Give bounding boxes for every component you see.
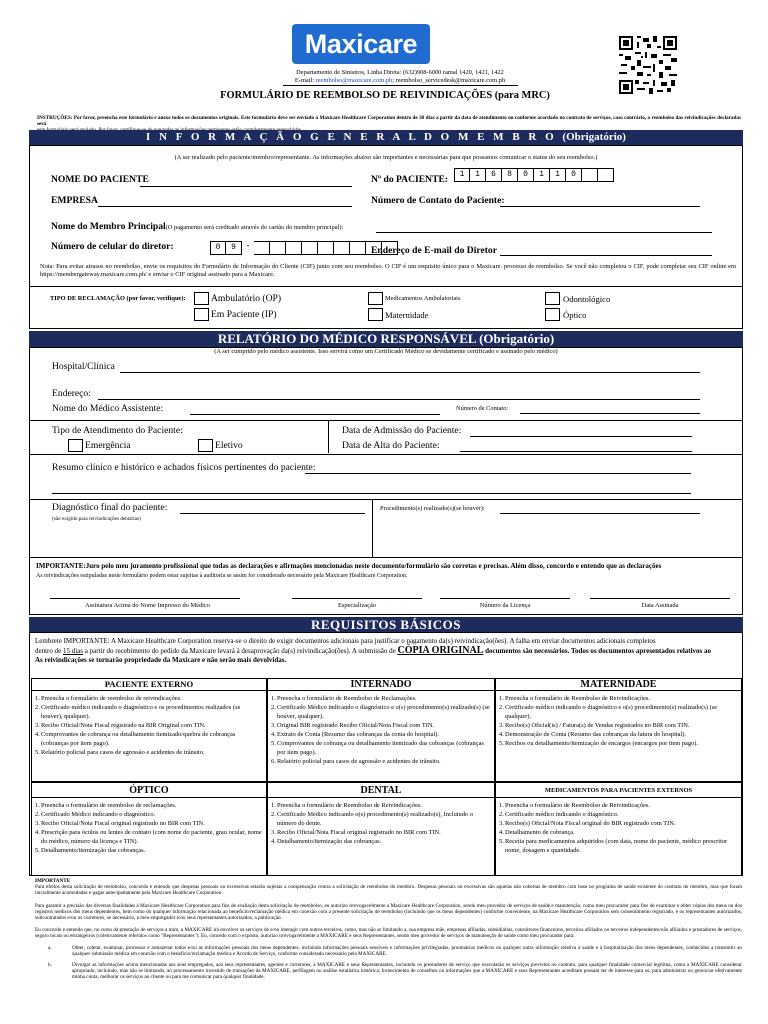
instructions: INSTRUÇÕES: Por favor, preencha este formulário e anexe todos os documentos originais. Este formulário deve ser enviado à Maxicare Healthcare Corporation dentro de 30 dias a partir da data de atendimento ou conforme acordado no contrato de serviços, caso contrário, o reembolso das reivindicações declaradas será — [37, 115, 741, 128]
hospital-label: Hospital/Clínica — [52, 361, 115, 372]
footer-p3: Eu concordo e entendo que, no curso da prestação de serviços a mim, a MAXICARE irá envolver os serviços de e/ou interagir com outros terceiros, como, mas não se limitando a, sua empresa mãe, empresas afiliadas, subsidiárias, consultores financeiros, terceiros afiliados ou terceiros independentes/não afiliados e prestadores de serviços, seguro locais ou estrangeiros (coletivamente referidos como "Representantes"). Eu, concedo com o exposto, autorizo irrevogavelmente a MAXICARE e seus Representantes, sendo meu provedor de serviços de manutenção de saúde como meu procurador para: — [35, 927, 742, 940]
doctor-contact-field[interactable] — [520, 413, 700, 414]
section2-divider-4 — [30, 557, 742, 558]
section2-vdivider — [328, 420, 329, 453]
contact-no-field[interactable] — [500, 206, 700, 207]
admission-label: Data de Admissão do Paciente: — [342, 425, 462, 436]
requirement-item: 3. Original BIR registrado Recibo Oficial/Nota Fiscal com TIN. — [271, 721, 491, 730]
doctor-label: Nome do Médico Assistente: — [52, 403, 164, 414]
section-member-info — [29, 145, 743, 329]
req-list-optical — [32, 798, 266, 855]
clinical-summary-field-2[interactable] — [52, 493, 691, 494]
patient-no-digit[interactable]: 0 — [566, 168, 582, 182]
patient-no-digit[interactable]: 1 — [470, 168, 486, 182]
req-list-inpatient — [268, 691, 494, 766]
company-field[interactable] — [98, 206, 352, 207]
principal-field[interactable] — [376, 232, 712, 233]
requirement-item: 3. Recibo(s) Oficial/Nota Fiscal original do BIR registrado com TIN. — [499, 819, 738, 828]
clinical-summary-label: Resumo clínico e histórico e achados físicos pertinentes do paciente: — [52, 462, 316, 473]
sig-line-date[interactable] — [590, 598, 730, 599]
checkbox-outpatient-meds[interactable] — [368, 292, 383, 305]
maxicare-logo: Maxicare — [292, 24, 430, 64]
procedures-label: Procedimento(s) realizado(s)(se houver): — [380, 505, 485, 512]
discharge-label: Data de Alta do Paciente: — [342, 440, 440, 451]
sig-line-spec[interactable] — [292, 598, 422, 599]
emergency-label: Emergência — [85, 440, 131, 451]
sig-label-spec: Especialização — [338, 602, 376, 609]
patient-no-digit[interactable] — [582, 168, 598, 182]
email-link[interactable]: reembolso@maxicare.com.ph — [315, 76, 393, 84]
patient-name-field[interactable] — [140, 186, 352, 187]
sig-label-date: Data Assinada — [641, 602, 679, 609]
footer-item-b: b. Divulgar as informações acima mencionadas aos seus empregados, aos seus representantes, agentes e corretores, à MAXICARE e seus Representantes, incluindo os prestadores de serviço que executarão os serviços previstos no contrato, para qualquer finalidade comercial legítima, como a MAXICARE considerar apropriado, incluindo, mas não se limitando, ao processamento investido de transações da MAXICARE, perfilagem ou análise estatística histórica, fornecimento de conselhos ou informações que a MAXICARE e seus Representantes acreditam possam ser de interesse para os, para administrar ou gerenciar efetivamente minha conta, melhorar os serviços ao cliente ou para me comunicar para qualquer finalidade. — [48, 962, 742, 981]
section-physician-report — [29, 347, 743, 615]
email-label: Endereço de E-mail do Diretor — [371, 245, 497, 256]
requirement-item: 1. Preencha o formulário de reembolso de reivindicações. — [35, 694, 263, 703]
diagnosis-note: (são exigido para reivindicações dentárias) — [52, 516, 141, 522]
sig-line-doctor[interactable] — [50, 598, 240, 599]
req-table-optical: ÓPTICO 1. Preencha o formulário de reembolso de reclamações. 2. Certificado Médico indicando o diagnóstico. 3. Recibo Oficial/Nota Fiscal original registrado no BIR com TIN. 4. Prescrição para óculos ou lentes de contato (com nome do paciente, grau ocular, nome do médico, número da licença e TIN). 5. Detalhamento/itemização das cobranças. — [31, 782, 267, 876]
checkbox-inpatient[interactable] — [194, 308, 209, 321]
contact-no-label: Número de Contato do Paciente: — [371, 195, 505, 206]
section-requirements-header: REQUISITOS BÁSICOS — [29, 617, 743, 632]
patient-no-label: Nº do PACIENTE: — [371, 174, 449, 185]
checkbox-outpatient[interactable] — [194, 292, 209, 305]
requirement-item: 2. Certificado médico indicando o diagnóstico e os procedimentos realizados (se houver), qualquer). — [35, 703, 263, 721]
patient-name-label: NOME DO PACIENTE — [51, 174, 149, 185]
mobile-boxes[interactable] — [210, 241, 398, 255]
requirement-item: 2. Certificado Médico indicando o diagnóstico. — [35, 810, 263, 819]
req-table-inpatient: INTERNADO 1. Preencha o formulário de Reembolso de Reclamações. 2. Certificado Médico indicando o diagnóstico e o(s) procedimento(s) realizado(s) (se houver, qualquer). 3. Original BIR registrado Recibo Oficial/Nota Fiscal com TIN. 4. Extrato de Conta (Resumo das cobranças da conta do hospital). 5. Comprovantes de cobrança ou detalhamento itemizado das cobranças (cobranças por item pago). 6. Relatório policial para casos de agressão e acidentes de trânsito. — [267, 678, 495, 782]
address-field[interactable] — [98, 399, 700, 400]
claim-type-inpatient: Em Paciente (IP) — [211, 309, 277, 320]
requirement-item: 1. Preencha o formulário de Reembolso de Reclamações. — [271, 694, 491, 703]
mobile-digit[interactable]: 0 — [210, 241, 226, 255]
section-physician-header: RELATÓRIO DO MÉDICO RESPONSÁVEL (Obrigatório) — [29, 331, 743, 347]
section-member-info-header: I N F O R M A Ç Ã O G E N E R A L D O M E M B R O (Obrigatório) — [29, 130, 743, 145]
email-line: E-mail: reembolso@maxicare.com.ph; reembolso_servicedesk@maxicare.com.ph — [294, 76, 506, 84]
requirement-item: 3. Recibo(s) Oficial(is) / Fatura(s) de Vendas registrados no BIR com TIN. — [499, 721, 738, 730]
clinical-summary-field-1[interactable] — [305, 473, 691, 474]
patient-no-digit[interactable] — [598, 168, 614, 182]
patient-no-boxes[interactable] — [454, 168, 614, 182]
req-table-outpatient: PACIENTE EXTERNO 1. Preencha o formulário de reembolso de reivindicações. 2. Certificado médico indicando o diagnóstico e os procedimentos realizados (se houver), qualquer). 3. Recibo Oficial/Nota Fiscal registrado na BIR Original com TIN. 4. Comprovantes de cobrança ou detalhamento itemizado/quebra de cobranças (cobranças por item pago). 5. Relatório policial para casos de agressão e acidentes de trânsito. — [31, 678, 267, 782]
requirement-item: 2. Certificado médico indicando o diagnóstico e o(s) procedimento(s) realizado(s) (se qualquer). — [499, 703, 738, 721]
mobile-label: Número de celular do diretor: — [51, 241, 174, 252]
req-table-outpatient-meds: MEDICAMENTOS PARA PACIENTES EXTERNOS 1. Preencha o formulário de Reembolso de Reivindicações. 2. Certificado médico indicando o diagnóstico. 3. Recibo(s) Oficial/Nota Fiscal original do BIR registrado com TIN. 4. Detalhamento de cobrança. 5. Receita para medicamentos adquiridos (com data, nome do paciente, médico prescritor nome, dosagem e quantidade. — [495, 782, 742, 876]
mobile-digit[interactable] — [254, 241, 270, 255]
section-requirements — [29, 632, 743, 876]
diagnosis-label: Diagnóstico final do paciente: — [52, 502, 168, 513]
requirement-item: 2. Certificado Médico indicando o diagnóstico e o(s) procedimento(s) realizado(s) (se houver, qualquer). — [271, 703, 491, 721]
physician-declaration: IMPORTANTE:Juro pelo meu juramento profissional que todas as declarações e afirmações mencionadas neste documento/formulário são corretas e precisas. Além disso, concordo e entendo que as declarações — [36, 562, 662, 570]
section1-intro: (A ser realizado pelo paciente/membro/representante. As informações abaixo são importantes e necessárias para que possamos comunicar o status do seu reembolso.) — [174, 154, 598, 161]
requirement-item: 1. Preencha o formulário de Reembolso de Reivindicações. — [271, 801, 491, 810]
doctor-contact-label: Número de Contato: — [456, 405, 509, 412]
checkbox-elective[interactable] — [198, 439, 213, 452]
requirement-item: 5. Comprovantes de cobrança ou detalhamento itemizado das cobranças (cobranças por item pago). — [271, 739, 491, 757]
requirement-item: 2. Certificado médico indicando o diagnóstico. — [499, 810, 738, 819]
sig-label-doctor: Assinatura Acima do Nome Impresso do Médico — [85, 602, 210, 609]
principal-label: Nome do Membro Principal(O pagamento será creditado através do cartão do membro principal): — [51, 221, 344, 232]
address-label: Endereço: — [52, 388, 91, 399]
requirement-item: 4. Prescrição para óculos ou lentes de contato (com nome do paciente, grau ocular, nome do médico, número da licença e TIN). — [35, 828, 263, 846]
patient-no-digit[interactable]: 1 — [534, 168, 550, 182]
header-divider — [283, 85, 518, 86]
section2-vdivider-2 — [372, 499, 373, 557]
claim-type-optical: Óptico — [563, 310, 587, 320]
footer-legal — [30, 878, 742, 981]
req-table-maternity: MATERNIDADE 1. Preencha o formulário de Reembolso de Reivindicações. 2. Certificado médico indicando o diagnóstico e o(s) procedimento(s) realizado(s) (se qualquer). 3. Recibo(s) Oficial(is) / Fatura(s) de Vendas registrados no BIR com TIN. 4. Demonstração de Conta (Resumo das cobranças da fatura do hospital). 5. Recibos ou detalhamento/itemização de encargos (encargos por item pago). — [495, 678, 742, 782]
admission-field[interactable] — [470, 436, 692, 437]
sig-label-license: Número da Licença — [479, 602, 531, 609]
checkbox-dental[interactable] — [545, 292, 560, 305]
patient-no-digit[interactable]: 0 — [518, 168, 534, 182]
requirement-item: 4. Demonstração de Conta (Resumo das cobranças da fatura do hospital). — [499, 730, 738, 739]
req-list-outpatient — [32, 691, 266, 757]
requirement-item: 1. Preencha o formulário de reembolso de reclamações. — [35, 801, 263, 810]
requirement-item: 4. Comprovantes de cobrança ou detalhamento itemizado/quebra de cobranças (cobranças por item pago). — [35, 730, 263, 748]
requirement-item: 6. Relatório policial para casos de agressão e acidentes de trânsito. — [271, 757, 491, 766]
claim-type-label: TIPO DE RECLAMAÇÃO (por favor, verifique): — [50, 295, 186, 302]
department-line: Departamento de Sinistros, Linha Direta: (632)908-6000 ramal 1420, 1421, 1422 — [296, 69, 504, 76]
procedures-field[interactable] — [500, 513, 700, 514]
footer-p2: Para garantir a precisão das diversas finalidades à Maxicare Healthcare Corporation para fins de avaliação desta solicitação de reembolso, eu autorizo irrevogavelmente a Maxicare Healthcare Corporation, sendo meu provedor de serviços de saúde e manutenção, como meu procurador para fins de examinar e obter cópias dos meus ou dos registros médicos dos meus dependentes, bem como do qualquer informação relacionada ao benefício/reclamação médica em conexão com a presente solicitação de reembolso (incluindo que os meus dependentes) conforme conveniente, na Maxicare Healthcare Corporation sem consentimento registrado, e os representantes autorizados, subcontratados e/ou os corretores, se necessário, e meu empregador e/ou seus representantes autorizados, a publicação. — [35, 902, 742, 922]
cif-note: Nota: Para evitar atrasos no reembolso, envie os requisitos do Formulário de Informação do Cliente (CIF) junto com seu reembolso. O CIF é um requisito único para o Maxicare. processo de reembolso. Se você não completou o CIF, pode completar seu CIF online em https://membergateway.maxicare.com.ph/ e enviar o CIF original assinado para a Maxicare. — [40, 263, 736, 278]
company-label: EMPRESA — [51, 195, 98, 206]
checkbox-maternity[interactable] — [368, 308, 383, 321]
checkbox-optical[interactable] — [545, 308, 560, 321]
requirement-item: 5. Receita para medicamentos adquiridos (com data, nome do paciente, médico prescritor nome, dosagem e quantidade. — [499, 837, 738, 855]
email-field[interactable] — [500, 255, 712, 256]
physician-audit-note: As reivindicações estipuladas neste formulário podem estar sujeitas à auditoria se assim for considerado necessário pela Maxicare Healthcare Corporation. — [36, 573, 408, 579]
sig-line-license[interactable] — [440, 598, 570, 599]
section2-divider-3 — [30, 499, 742, 500]
footer-important-title: IMPORTANTE — [35, 878, 71, 884]
contact-info — [200, 69, 600, 86]
doctor-field[interactable] — [190, 414, 440, 415]
mobile-digit[interactable]: 9 — [226, 241, 242, 255]
mobile-separator: - — [245, 242, 251, 251]
requirement-item: 5. Relatório policial para casos de agressão e acidentes de trânsito. — [35, 748, 263, 757]
patient-no-digit[interactable]: 8 — [502, 168, 518, 182]
patient-no-digit[interactable]: 6 — [486, 168, 502, 182]
requirement-item: 4. Detalhamento de cobrança. — [499, 828, 738, 837]
section2-divider-2 — [30, 454, 742, 455]
mobile-digit[interactable] — [286, 241, 302, 255]
hospital-field[interactable] — [120, 372, 700, 373]
section2-divider-1 — [30, 420, 742, 421]
requirement-item: 2. Certificado Médico indicando o(s) procedimento(s) realizado(s), Incluindo o número do dente. — [271, 810, 491, 828]
form-title: FORMULÁRIO DE REEMBOLSO DE REIVINDICAÇÕES (para MRC) — [220, 90, 550, 101]
requirement-item: 3. Recibo Oficial/Nota Fiscal original registrado no BIR com TIN. — [35, 819, 263, 828]
patient-no-digit[interactable]: 1 — [454, 168, 470, 182]
requirement-item: 3. Recibo Oficial/Nota Fiscal registrado na BIR Original com TIN. — [35, 721, 263, 730]
req-list-maternity — [496, 691, 741, 748]
mobile-digit[interactable] — [318, 241, 334, 255]
claim-type-outpatient: Ambulatório (OP) — [211, 293, 282, 304]
requirement-item: 4. Detalhamento/itemização das cobranças. — [271, 837, 491, 846]
section2-intro: (A ser cumprido pelo médico assistente. Isso servirá como um Certificado Médico se devidamente certificado e assinado pelo médico) — [214, 348, 558, 355]
requirement-item: 3. Recibo Oficial/Nota Fiscal original registrado no BIR com TIN. — [271, 828, 491, 837]
mobile-digit[interactable] — [350, 241, 366, 255]
requirement-item: 4. Extrato de Conta (Resumo das cobranças da conta do hospital). — [271, 730, 491, 739]
claim-type-maternity: Maternidade — [385, 310, 429, 320]
claim-type-outpatient-meds: Medicamentos Ambulatoriais — [385, 295, 461, 302]
qr-code-icon — [619, 36, 677, 94]
footer-p1: Para efeitos desta solicitação de reembolso, concordo e entendo que despesas pessoais ou excessivas estarão sujeitas a compensação contra a solicitação de reembolso do membro. Despesas pessoais ou excessivas são aquelas não cobertas de membro com base no programa de saúde existente do contrato do membro, mas que foram inicialmente acomodadas e pagas antecipadamente pela Maxicare Healthcare Corporation. — [35, 884, 742, 897]
patient-no-digit[interactable]: 1 — [550, 168, 566, 182]
claim-type-dental: Odontológico — [563, 294, 611, 304]
requirement-item: 5. Detalhamento/itemização das cobranças. — [35, 846, 263, 855]
section1-divider — [30, 286, 742, 287]
requirement-item: 5. Recibos ou detalhamento/itemização de encargos (encargos por item pago). — [499, 739, 738, 748]
diagnosis-field[interactable] — [180, 513, 365, 514]
patient-type-label: Tipo de Atendimento do Paciente: — [52, 425, 183, 436]
req-list-outpatient-meds — [496, 798, 741, 855]
requirements-reminder: Lembrete IMPORTANTE: A Maxicare Healthcare Corporation reserva-se o direito de exigir documentos adicionais para justificar o pagamento da(s) reivindicação(ões). A falha em enviar documentos adicionais completos dentro de 15 dias a partir do recebimento do pedido da Maxicare levará à desaprovação da(s) reivindicação(ões). A submissão de CÓPIA ORIGINAL documentos são necessários. Todos os documentos apresentados relativos ao As reivindicações se tornarão propriedade da Maxicare e não serão mais devolvidas. — [35, 637, 712, 664]
mobile-digit[interactable] — [302, 241, 318, 255]
requirement-item: 1. Preencha o formulário de Reembolso de Reivindicações. — [499, 801, 738, 810]
discharge-field[interactable] — [460, 451, 692, 452]
mobile-digit[interactable] — [270, 241, 286, 255]
requirement-item: 1. Preencha o formulário de Reembolso de Reivindicações. — [499, 694, 738, 703]
checkbox-emergency[interactable] — [68, 439, 83, 452]
footer-item-a: a. Obter, coletar, examinar, processar e armazenar todos e/ou as informações pessoais dos meus dependentes, incluindo informações pessoais sensíveis e informações privilegiadas, prontuários médicos ou qualquer outra informação relativa à saúde e à hospitalização dos meus dependentes, conhecidos a transmitir ao qualquer submissão médica em conexão com o benefício/reclamação médica e Acordo de Serviço, conforme considerado necessário pela MAXICARE. — [48, 944, 742, 957]
elective-label: Eletivo — [215, 440, 243, 451]
mobile-digit[interactable] — [334, 241, 350, 255]
req-table-dental: DENTAL 1. Preencha o formulário de Reembolso de Reivindicações. 2. Certificado Médico indicando o(s) procedimento(s) realizado(s), Incluindo o número do dente. 3. Recibo Oficial/Nota Fiscal original registrado no BIR com TIN. 4. Detalhamento/itemização das cobranças. — [267, 782, 495, 876]
req-list-dental — [268, 798, 494, 846]
